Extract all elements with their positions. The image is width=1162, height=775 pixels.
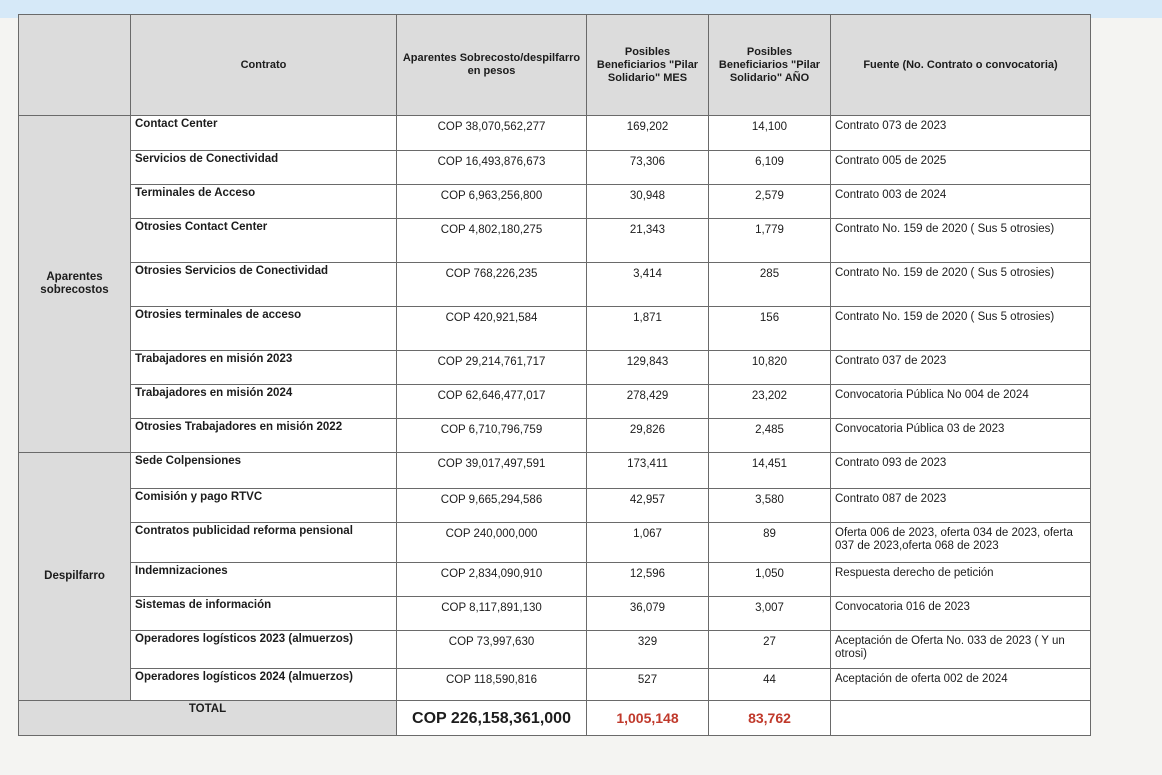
cell-contrato: Sede Colpensiones xyxy=(131,453,397,489)
header-mes: Posibles Beneficiarios "Pilar Solidario" MES xyxy=(587,15,709,116)
cell-anio: 2,485 xyxy=(709,419,831,453)
cell-mes: 29,826 xyxy=(587,419,709,453)
cell-mes: 169,202 xyxy=(587,116,709,151)
table-row xyxy=(19,219,1091,263)
costs-table xyxy=(18,14,1091,736)
cell-contrato: Otrosies Trabajadores en misión 2022 xyxy=(131,419,397,453)
cell-pesos: COP 6,963,256,800 xyxy=(397,185,587,219)
cell-anio: 10,820 xyxy=(709,351,831,385)
table-row xyxy=(19,185,1091,219)
cell-mes: 36,079 xyxy=(587,597,709,631)
table-row xyxy=(19,151,1091,185)
header-fuente: Fuente (No. Contrato o convocatoria) xyxy=(831,15,1091,116)
cell-mes: 21,343 xyxy=(587,219,709,263)
total-row xyxy=(19,701,1091,736)
cell-pesos: COP 62,646,477,017 xyxy=(397,385,587,419)
cell-fuente: Contrato 005 de 2025 xyxy=(831,151,1091,185)
cell-anio: 14,451 xyxy=(709,453,831,489)
cell-mes: 30,948 xyxy=(587,185,709,219)
group-label-sobrecostos: Aparentes sobrecostos xyxy=(19,116,131,453)
total-label: TOTAL xyxy=(19,701,397,736)
cell-contrato: Otrosies Servicios de Conectividad xyxy=(131,263,397,307)
cell-pesos: COP 9,665,294,586 xyxy=(397,489,587,523)
cell-contrato: Otrosies terminales de acceso xyxy=(131,307,397,351)
table-row xyxy=(19,419,1091,453)
cell-contrato: Sistemas de información xyxy=(131,597,397,631)
cell-pesos: COP 6,710,796,759 xyxy=(397,419,587,453)
cell-contrato: Operadores logísticos 2024 (almuerzos) xyxy=(131,669,397,701)
cell-pesos: COP 29,214,761,717 xyxy=(397,351,587,385)
cell-pesos: COP 16,493,876,673 xyxy=(397,151,587,185)
cell-fuente: Contrato No. 159 de 2020 ( Sus 5 otrosies) xyxy=(831,219,1091,263)
table-row xyxy=(19,563,1091,597)
cell-fuente: Contrato 003 de 2024 xyxy=(831,185,1091,219)
cell-fuente: Convocatoria Pública 03 de 2023 xyxy=(831,419,1091,453)
cell-contrato: Contact Center xyxy=(131,116,397,151)
cell-mes: 1,871 xyxy=(587,307,709,351)
table-row xyxy=(19,263,1091,307)
cell-fuente: Contrato 037 de 2023 xyxy=(831,351,1091,385)
cell-pesos: COP 240,000,000 xyxy=(397,523,587,563)
cell-anio: 14,100 xyxy=(709,116,831,151)
cell-mes: 173,411 xyxy=(587,453,709,489)
cell-fuente: Contrato 073 de 2023 xyxy=(831,116,1091,151)
total-blank xyxy=(831,701,1091,736)
header-pesos: Aparentes Sobrecosto/despilfarro en pesos xyxy=(397,15,587,116)
cell-pesos: COP 118,590,816 xyxy=(397,669,587,701)
cell-anio: 3,007 xyxy=(709,597,831,631)
cell-contrato: Servicios de Conectividad xyxy=(131,151,397,185)
cell-fuente: Convocatoria Pública No 004 de 2024 xyxy=(831,385,1091,419)
table-row xyxy=(19,669,1091,701)
cell-anio: 6,109 xyxy=(709,151,831,185)
cell-contrato: Comisión y pago RTVC xyxy=(131,489,397,523)
cell-mes: 129,843 xyxy=(587,351,709,385)
cell-fuente: Contrato 087 de 2023 xyxy=(831,489,1091,523)
cell-mes: 527 xyxy=(587,669,709,701)
table-row xyxy=(19,116,1091,151)
cell-contrato: Trabajadores en misión 2024 xyxy=(131,385,397,419)
cell-fuente: Convocatoria 016 de 2023 xyxy=(831,597,1091,631)
cell-pesos: COP 2,834,090,910 xyxy=(397,563,587,597)
cell-mes: 42,957 xyxy=(587,489,709,523)
cell-contrato: Otrosies Contact Center xyxy=(131,219,397,263)
total-mes: 1,005,148 xyxy=(587,701,709,736)
cell-pesos: COP 39,017,497,591 xyxy=(397,453,587,489)
cell-contrato: Indemnizaciones xyxy=(131,563,397,597)
header-anio: Posibles Beneficiarios "Pilar Solidario" AÑO xyxy=(709,15,831,116)
header-contrato: Contrato xyxy=(131,15,397,116)
cell-fuente: Contrato No. 159 de 2020 ( Sus 5 otrosies) xyxy=(831,263,1091,307)
cell-mes: 3,414 xyxy=(587,263,709,307)
cell-mes: 1,067 xyxy=(587,523,709,563)
total-anio: 83,762 xyxy=(709,701,831,736)
cell-contrato: Terminales de Acceso xyxy=(131,185,397,219)
cell-anio: 27 xyxy=(709,631,831,669)
cell-mes: 278,429 xyxy=(587,385,709,419)
cell-fuente: Oferta 006 de 2023, oferta 034 de 2023, oferta 037 de 2023,oferta 068 de 2023 xyxy=(831,523,1091,563)
table-row xyxy=(19,307,1091,351)
group-label-despilfarro: Despilfarro xyxy=(19,453,131,701)
cell-fuente: Aceptación de oferta 002 de 2024 xyxy=(831,669,1091,701)
cell-anio: 3,580 xyxy=(709,489,831,523)
cell-anio: 89 xyxy=(709,523,831,563)
cell-fuente: Respuesta derecho de petición xyxy=(831,563,1091,597)
cell-contrato: Contratos publicidad reforma pensional xyxy=(131,523,397,563)
table-row xyxy=(19,351,1091,385)
cell-pesos: COP 768,226,235 xyxy=(397,263,587,307)
cell-contrato: Trabajadores en misión 2023 xyxy=(131,351,397,385)
table-row xyxy=(19,489,1091,523)
cell-pesos: COP 38,070,562,277 xyxy=(397,116,587,151)
cell-pesos: COP 4,802,180,275 xyxy=(397,219,587,263)
table-row xyxy=(19,453,1091,489)
table-row xyxy=(19,631,1091,669)
total-pesos: COP 226,158,361,000 xyxy=(397,701,587,736)
cell-pesos: COP 8,117,891,130 xyxy=(397,597,587,631)
cell-pesos: COP 73,997,630 xyxy=(397,631,587,669)
cell-mes: 329 xyxy=(587,631,709,669)
cell-fuente: Aceptación de Oferta No. 033 de 2023 ( Y un otrosi) xyxy=(831,631,1091,669)
cell-anio: 285 xyxy=(709,263,831,307)
table-row xyxy=(19,597,1091,631)
table-row xyxy=(19,385,1091,419)
cell-anio: 1,050 xyxy=(709,563,831,597)
cell-anio: 2,579 xyxy=(709,185,831,219)
cell-contrato: Operadores logísticos 2023 (almuerzos) xyxy=(131,631,397,669)
cell-fuente: Contrato 093 de 2023 xyxy=(831,453,1091,489)
cell-pesos: COP 420,921,584 xyxy=(397,307,587,351)
table-header-row xyxy=(19,15,1091,116)
cell-mes: 12,596 xyxy=(587,563,709,597)
table-row xyxy=(19,523,1091,563)
cell-anio: 44 xyxy=(709,669,831,701)
header-corner xyxy=(19,15,131,116)
cell-anio: 23,202 xyxy=(709,385,831,419)
cell-anio: 156 xyxy=(709,307,831,351)
cell-mes: 73,306 xyxy=(587,151,709,185)
cell-fuente: Contrato No. 159 de 2020 ( Sus 5 otrosies) xyxy=(831,307,1091,351)
cell-anio: 1,779 xyxy=(709,219,831,263)
